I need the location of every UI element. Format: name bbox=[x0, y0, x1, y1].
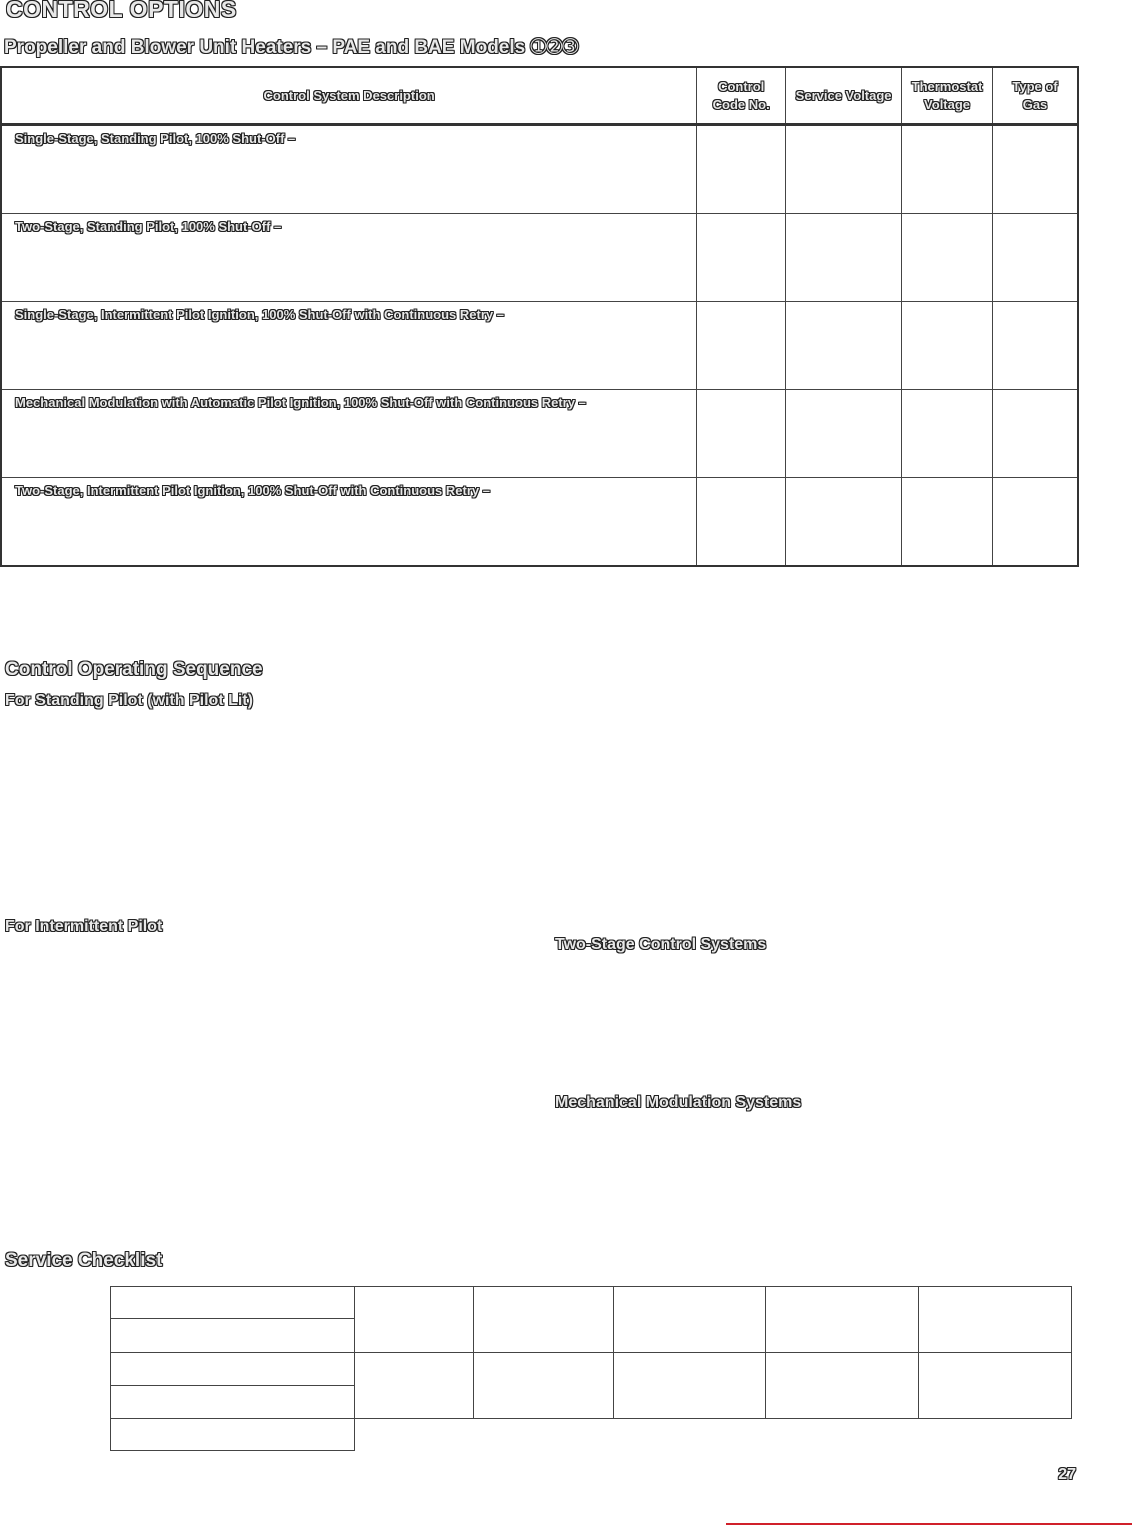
row-description: Single-Stage, Intermittent Pilot Ignition, 100% Shut-Off with Continuous Retry – bbox=[1, 302, 697, 390]
table-row bbox=[1, 390, 1078, 478]
mechanical-modulation-heading: Mechanical Modulation Systems bbox=[555, 1094, 802, 1111]
cell-service-voltage bbox=[786, 390, 902, 478]
checklist-divider bbox=[110, 1418, 1072, 1419]
checklist-column-divider bbox=[918, 1286, 919, 1418]
checklist-divider bbox=[110, 1318, 355, 1319]
checklist-top-border bbox=[355, 1286, 1072, 1287]
service-checklist-heading: Service Checklist bbox=[5, 1250, 163, 1271]
footer-accent-rule bbox=[726, 1523, 1132, 1525]
header-service-voltage: Service Voltage bbox=[786, 67, 902, 125]
checklist-left-column bbox=[110, 1286, 355, 1451]
cell-thermostat-voltage bbox=[902, 125, 993, 214]
checklist-column-divider bbox=[473, 1286, 474, 1418]
row-description: Single-Stage, Standing Pilot, 100% Shut-Off – bbox=[1, 125, 697, 214]
cell-thermostat-voltage bbox=[902, 390, 993, 478]
checklist-column-divider bbox=[613, 1286, 614, 1418]
cell-gas-type bbox=[993, 390, 1078, 478]
table-row bbox=[1, 214, 1078, 302]
control-operating-sequence-heading: Control Operating Sequence bbox=[5, 659, 263, 680]
header-type-of-gas: Type of Gas bbox=[993, 67, 1078, 125]
checklist-column-divider bbox=[765, 1286, 766, 1418]
row-description: Mechanical Modulation with Automatic Pilot Ignition, 100% Shut-Off with Continuous Retry – bbox=[1, 390, 697, 478]
checklist-divider bbox=[110, 1385, 355, 1386]
checklist-divider bbox=[110, 1352, 1072, 1353]
two-stage-control-heading: Two-Stage Control Systems bbox=[555, 936, 767, 953]
cell-service-voltage bbox=[786, 478, 902, 567]
table-row bbox=[1, 302, 1078, 390]
page-subtitle: Propeller and Blower Unit Heaters – PAE and BAE Models ➀➁➂ bbox=[4, 37, 579, 58]
table-row bbox=[1, 125, 1078, 214]
table-row bbox=[1, 478, 1078, 567]
header-thermostat-voltage: Thermostat Voltage bbox=[902, 67, 993, 125]
cell-control-code bbox=[697, 390, 786, 478]
control-options-table bbox=[0, 66, 1079, 567]
intermittent-pilot-heading: For Intermittent Pilot bbox=[5, 918, 163, 935]
cell-control-code bbox=[697, 478, 786, 567]
cell-service-voltage bbox=[786, 214, 902, 302]
cell-thermostat-voltage bbox=[902, 478, 993, 567]
cell-thermostat-voltage bbox=[902, 302, 993, 390]
cell-gas-type bbox=[993, 214, 1078, 302]
cell-control-code bbox=[697, 214, 786, 302]
cell-service-voltage bbox=[786, 125, 902, 214]
standing-pilot-heading: For Standing Pilot (with Pilot Lit) bbox=[5, 692, 253, 709]
cell-control-code bbox=[697, 125, 786, 214]
table-header-row bbox=[1, 67, 1078, 125]
cell-gas-type bbox=[993, 125, 1078, 214]
page-title: CONTROL OPTIONS bbox=[6, 0, 237, 22]
row-description: Two-Stage, Standing Pilot, 100% Shut-Off – bbox=[1, 214, 697, 302]
cell-service-voltage bbox=[786, 302, 902, 390]
page-number: 27 bbox=[1058, 1466, 1076, 1483]
header-control-code: Control Code No. bbox=[697, 67, 786, 125]
cell-gas-type bbox=[993, 478, 1078, 567]
row-description: Two-Stage, Intermittent Pilot Ignition, 100% Shut-Off with Continuous Retry – bbox=[1, 478, 697, 567]
cell-control-code bbox=[697, 302, 786, 390]
cell-thermostat-voltage bbox=[902, 214, 993, 302]
cell-gas-type bbox=[993, 302, 1078, 390]
checklist-right-border bbox=[1071, 1286, 1072, 1418]
header-control-system-description: Control System Description bbox=[1, 67, 697, 125]
